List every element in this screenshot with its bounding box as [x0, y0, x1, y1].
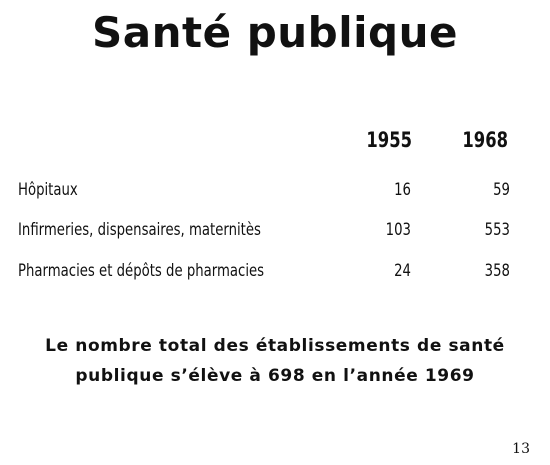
- table-row: [0, 180, 550, 208]
- value-1955: 103: [385, 220, 411, 240]
- value-1955: 16: [394, 180, 411, 200]
- value-1968: 553: [484, 220, 510, 240]
- column-header-1955: 1955: [366, 128, 412, 152]
- page-title: Santé publique: [92, 8, 458, 57]
- row-label: Infirmeries, dispensaires, maternitès: [18, 220, 261, 240]
- page-number: 13: [512, 441, 530, 457]
- summary-line-1: Le nombre total des établissements de santé: [45, 336, 505, 356]
- summary-line-2: publique s’élève à 698 en l’année 1969: [75, 366, 475, 386]
- row-label: Hôpitaux: [18, 180, 78, 200]
- value-1955: 24: [394, 261, 411, 281]
- table-row: [0, 220, 550, 248]
- row-label: Pharmacies et dépôts de pharmacies: [18, 261, 265, 281]
- column-header-1968: 1968: [462, 128, 508, 152]
- value-1968: 59: [493, 180, 510, 200]
- table-row: [0, 261, 550, 289]
- value-1968: 358: [484, 261, 510, 281]
